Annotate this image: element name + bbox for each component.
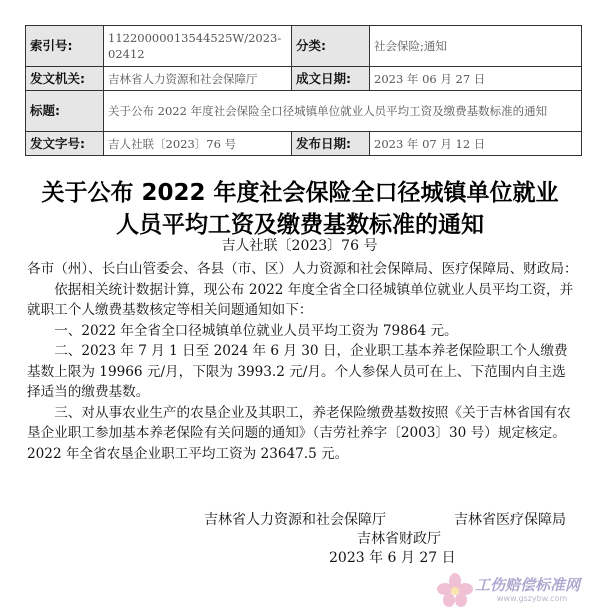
issuing-authority-value: 吉林省人力资源和社会保障厅 <box>104 67 292 91</box>
document-title-line-1: 关于公布 2022 年度社会保险全口径城镇单位就业 <box>41 180 559 206</box>
addressee-line: 各市（州）、长白山管委会、各县（市、区）人力资源和社会保障局、医疗保障局、财政局： <box>27 261 578 277</box>
title-label: 标题: <box>26 91 104 132</box>
watermark-site-name: 工伤赔偿标准网 <box>475 576 581 594</box>
document-number-label: 发文字号: <box>26 132 104 156</box>
body-paragraph-1: 一、2022 年全省全口径城镇单位就业人员平均工资为 79864 元。 <box>54 322 458 339</box>
metadata-row-index <box>26 26 582 67</box>
signer-medical-security-bureau: 吉林省医疗保障局 <box>454 512 566 528</box>
publish-date-label: 发布日期: <box>292 132 370 156</box>
issuing-authority-label: 发文机关: <box>26 67 104 91</box>
title-value: 关于公布 2022 年度社会保险全口径城镇单位就业人员平均工资及缴费基数标准的通知 <box>104 91 582 132</box>
index-number-value: 11220000013544525W/2023-02412 <box>104 26 292 67</box>
body-paragraph-2: 二、2023 年 7 月 1 日至 2024 年 6 月 30 日，企业职工基本养老保险职工个人缴费基数上限为 19966 元/月，下限为 3993.2 元/月。个人参保人员可在上、下范围内自主选择适当的缴费基数。 <box>27 343 568 400</box>
metadata-row-title <box>26 91 582 132</box>
signer-hrss-department: 吉林省人力资源和社会保障厅 <box>204 512 386 528</box>
body-paragraph-intro: 依据相关统计数据计算，现公布 2022 年度全省全口径城镇单位就业人员平均工资，并就职工个人缴费基数核定等相关问题通知如下： <box>27 281 574 318</box>
body-paragraph-3: 三、对从事农业生产的农垦企业及其职工，养老保险缴费基数按照《关于吉林省国有农垦企业职工参加基本养老保险有关问题的通知》（吉劳社养字〔2003〕30 号）规定核定。2022 年全省农垦企业职工平均工资为 23647.5 元。 <box>27 404 571 462</box>
document-number: 吉人社联〔2023〕76 号 <box>221 238 378 254</box>
document-metadata-table <box>25 25 582 156</box>
document-body <box>27 259 578 464</box>
written-date-label: 成文日期: <box>292 67 370 91</box>
document-number-value: 吉人社联〔2023〕76 号 <box>104 132 292 156</box>
publish-date-value: 2023 年 07 月 12 日 <box>370 132 582 156</box>
index-number-label: 索引号: <box>26 26 104 67</box>
category-label: 分类: <box>292 26 370 67</box>
document-title-line-2: 人员平均工资及缴费基数标准的通知 <box>116 212 484 238</box>
signer-finance-department: 吉林省财政厅 <box>357 531 441 547</box>
metadata-row-issuer <box>26 67 582 91</box>
written-date-value: 2023 年 06 月 27 日 <box>370 67 582 91</box>
site-watermark <box>435 572 595 608</box>
document-title <box>20 177 580 241</box>
flower-logo-icon <box>435 572 475 608</box>
watermark-site-url: www.gszybw.com <box>497 594 568 603</box>
category-value: 社会保险;通知 <box>370 26 582 67</box>
metadata-row-docnumber <box>26 132 582 156</box>
signing-date: 2023 年 6 月 27 日 <box>329 550 456 566</box>
